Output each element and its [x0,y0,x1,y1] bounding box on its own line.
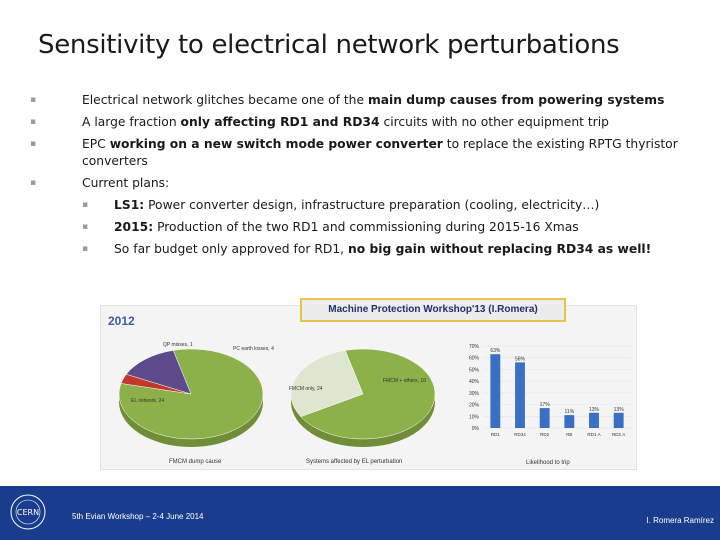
bar-ytick: 70% [468,344,479,350]
bar-value-label: 11% [564,409,575,416]
sub-bullet-item [30,241,695,258]
bar-rd2-a [614,413,624,428]
pie2-label-only: FMCM only, 24 [289,386,323,392]
sub-bullet-item [30,219,695,236]
bar-rd34 [515,362,525,428]
footer-bar [0,486,720,540]
bar-ytick: 40% [468,379,479,386]
bullet-text: working on a new switch mode power converter [109,137,443,151]
bullet-item [30,114,695,131]
bullet-list [30,92,695,263]
bullet-text: circuits with no other equipment trip [379,115,609,129]
sub-bullet-item [30,197,695,214]
bar-rd2 [540,408,550,428]
bar-ytick: 60% [468,355,479,362]
bullet-text: Current plans: [82,176,170,190]
bullet-text: only affecting RD1 and RD34 [180,115,380,129]
bar-category-label: RD34 [514,432,526,437]
cern-logo-text: CERN [16,508,40,517]
bullet-text: LS1: [114,198,145,212]
bullet-text: A large fraction [82,115,181,129]
bar-category-label: RD1.A [587,432,601,437]
bullet-text: EPC [82,137,110,151]
footer-author: I. Romera Ramírez [646,516,714,525]
bar-value-label: 63% [490,348,501,355]
figure-panel [100,305,637,470]
bullet-item [30,92,695,109]
bar-value-label: 56% [514,356,526,363]
bullet-text: no big gain without replacing RD34 as well! [347,242,652,256]
bullet-marker: ▪ [82,244,89,254]
bar-rd1 [490,354,500,428]
slide-title: Sensitivity to electrical network perturbations [38,30,620,60]
bullet-marker: ▪ [30,178,37,188]
pie1-label-pc: PC earth losses, 4 [233,346,274,352]
bar-category-label: RD1 [490,432,500,437]
bullet-marker: ▪ [82,222,89,232]
workshop-callout: Machine Protection Workshop'13 (I.Romera) [300,298,566,322]
bullet-text: Production of the two RD1 and commissioning during 2015-16 Xmas [153,220,579,234]
pie1-label-el: EL network, 24 [131,398,165,404]
bar-rb [564,415,574,428]
pie1-caption: FMCM dump cause [169,459,222,465]
bar-category-label: RD2 [540,432,550,437]
bullet-marker: ▪ [30,139,37,149]
bar-value-label: 13% [588,406,600,413]
pie2-label-others: FMCM + others, 10 [383,378,426,384]
bullet-text: Power converter design, infrastructure preparation (cooling, electricity…) [144,198,600,212]
bar-ytick: 20% [468,402,479,409]
figure-svg [101,306,636,469]
bullet-text: Electrical network glitches became one of the [82,93,368,107]
cern-logo [8,492,48,532]
figure-year: 2012 [108,314,135,328]
bar-ytick: 50% [468,367,479,374]
bar-value-label: 17% [539,402,550,409]
bar-category-label: RD2.A [612,432,626,437]
bar-ytick: 30% [468,390,479,397]
bar-rd1-a [589,413,599,428]
footer-date: 5th Evian Workshop – 2-4 June 2014 [72,512,204,521]
bar-category-label: RB [566,432,573,437]
bullet-text: So far budget only approved for RD1, [114,242,348,256]
pie1-label-qp: QP misses, 1 [163,342,193,348]
bullet-text: to replace the existing RPTG thyristor converters [82,137,678,168]
bullet-item [30,175,695,192]
bullet-marker: ▪ [30,117,37,127]
bullet-marker: ▪ [82,200,89,210]
pie2-caption: Systems affected by EL perturbation [306,459,403,465]
bar-value-label: 13% [613,406,624,413]
bullet-text: main dump causes from powering systems [367,93,665,107]
bar-ytick: 10% [468,414,479,421]
bullet-item [30,136,695,170]
bar-caption: Likelihood to trip [526,460,570,466]
bullet-text: 2015: [114,220,154,234]
bar-ytick: 0% [471,426,479,432]
bullet-marker: ▪ [30,95,37,105]
